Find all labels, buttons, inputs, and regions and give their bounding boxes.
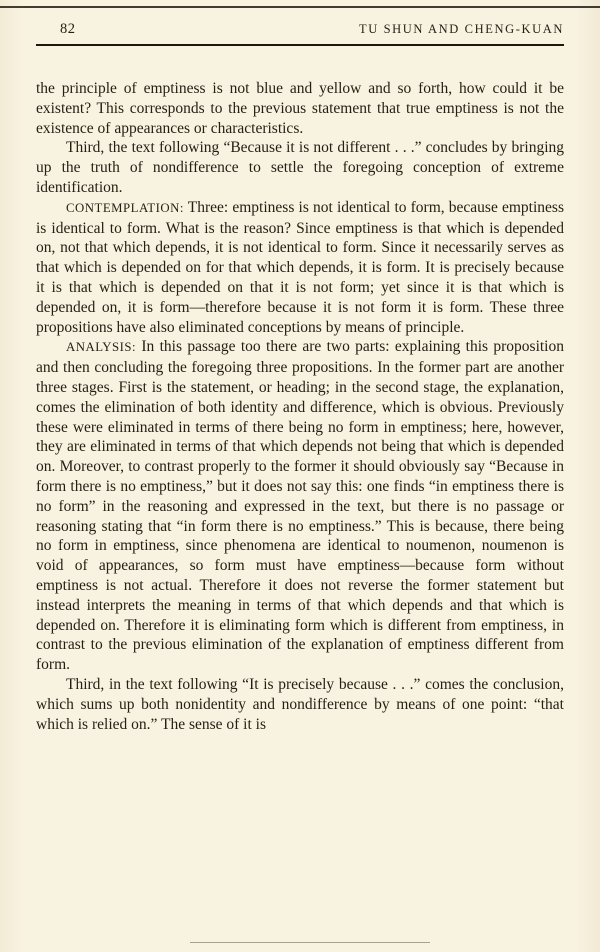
running-head: TU SHUN AND CHENG-KUAN — [359, 22, 564, 36]
paragraph-text: Third, the text following “Because it is not different . . .” concludes by bringing up the truth of nondifference to settle the foregoing conception of extreme identification. — [36, 139, 564, 196]
paragraph-text: Three: emptiness is not identical to form, because emptiness is identical to form. What is the reason? Since emptiness is that which is depended on, not that which depends, it is not identical to form. Since it necessarily serves as that which is depended on for that which depends, it is form. It is precisely because it is that which is depended on that it is not form; yet since it is that which is depended on, it is form—therefore because it is not form it is form. These three propositions have also eliminated conceptions by means of principle. — [36, 198, 564, 336]
page-number: 82 — [60, 21, 76, 37]
paragraph-lead: CONTEMPLATION: — [66, 200, 184, 215]
header-rule — [36, 44, 564, 46]
paragraph — [36, 675, 564, 734]
paragraph-lead: ANALYSIS: — [66, 340, 137, 355]
paragraph — [36, 79, 564, 138]
scan-artifact-top — [0, 6, 600, 8]
scan-artifact-bottom — [190, 942, 430, 943]
paragraph-contemplation — [36, 198, 564, 338]
paragraph-text: In this passage too there are two parts: explaining this proposition and then concluding the foregoing three propositions. In the former part are another three stages. First is the statement, or heading; in the second stage, the explanation, comes the elimination of both identity and difference, which is obvious. Previously these were eliminated in terms of there being no form in emptiness; here, however, they are eliminated in terms of that which depends not being that which is depended on. Moreover, to contrast properly to the former it should obviously say “Because in form there is no emptiness,” but it does not say this: one finds “in emptiness there is no form” in the reasoning and expressed in the text, but there is no passage or reasoning stating that “in form there is no emptiness.” This is because, there being no form in emptiness, since phenomena are identical to noumenon, noumenon is void of appearances, so form must have emptiness—because form without emptiness is not actual. Therefore it does not reverse the former statement but instead interprets the meaning in terms of that which depends and that which is depended on. Therefore it is eliminating form which is different from emptiness, in contrast to the previous elimination of the explanation of emptiness different from form. — [36, 338, 564, 674]
paragraph-text: Third, in the text following “It is precisely because . . .” comes the conclusion, which sums up both nonidentity and nondifference by means of one point: “that which is relied on.” The sense of it is — [36, 675, 564, 733]
paragraph-text: the principle of emptiness is not blue and yellow and so forth, how could it be existent? This corresponds to the previous statement that true emptiness is not the existence of appearances or characteristics. — [36, 80, 564, 137]
page-body — [36, 79, 564, 734]
paragraph-analysis — [36, 337, 564, 675]
paragraph — [36, 138, 564, 197]
